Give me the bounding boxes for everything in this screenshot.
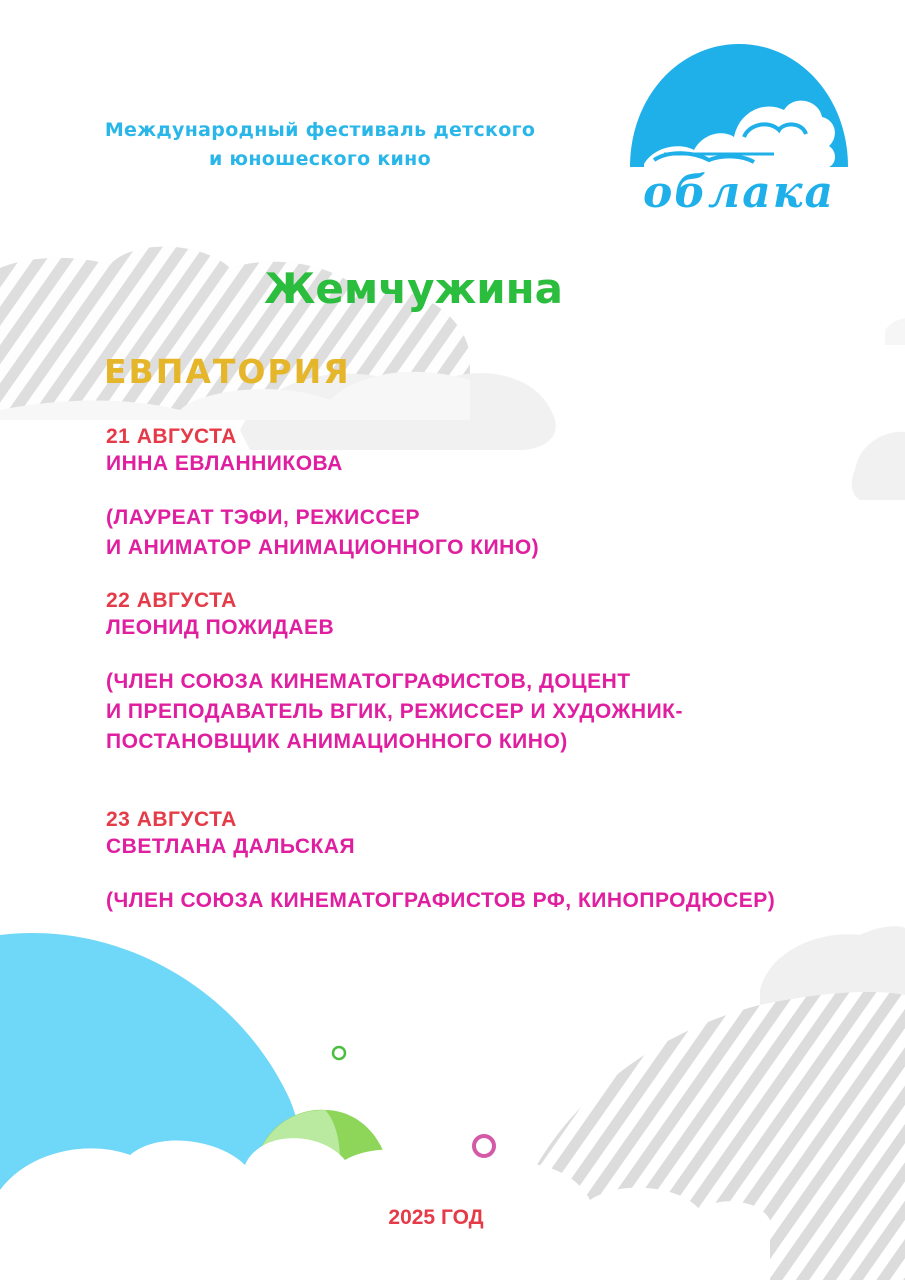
event-description	[106, 886, 775, 916]
event-description-line: (ЧЛЕН СОЮЗА КИНЕМАТОГРАФИСТОВ, ДОЦЕНТ	[106, 670, 631, 693]
event-person: ЛЕОНИД ПОЖИДАЕВ	[106, 616, 335, 639]
festival-name-line2: и юношеского кино	[209, 148, 431, 170]
event-description-line: И АНИМАТОР АНИМАЦИОННОГО КИНО)	[106, 536, 540, 559]
event-person: СВЕТЛАНА ДАЛЬСКАЯ	[106, 835, 356, 858]
event-date: 22 АВГУСТА	[106, 589, 237, 612]
footer-year: 2025 ГОД	[388, 1206, 484, 1229]
event-2	[106, 587, 683, 757]
event-description-line: ПОСТАНОВЩИК АНИМАЦИОННОГО КИНО)	[106, 730, 568, 753]
event-description	[106, 667, 683, 757]
event-description-line: (ЛАУРЕАТ ТЭФИ, РЕЖИССЕР	[106, 506, 421, 529]
small-ring-magenta	[474, 1136, 494, 1156]
event-person: ИННА ЕВЛАННИКОВА	[106, 452, 343, 475]
venue-title: Жемчужина	[264, 264, 564, 313]
event-description	[106, 503, 539, 563]
event-date: 21 АВГУСТА	[106, 425, 237, 448]
cloud-right-small	[852, 432, 905, 500]
logo-text: облака	[642, 167, 836, 214]
city-title: ЕВПАТОРИЯ	[104, 352, 351, 391]
festival-name-line1: Международный фестиваль детского	[104, 119, 536, 141]
event-description-line: (ЧЛЕН СОЮЗА КИНЕМАТОГРАФИСТОВ РФ, КИНОПРОДЮСЕР)	[106, 889, 776, 912]
event-description-line: И ПРЕПОДАВАТЕЛЬ ВГИК, РЕЖИССЕР И ХУДОЖНИК-	[106, 700, 683, 723]
oblaka-logo	[624, 42, 856, 214]
festival-name	[60, 116, 580, 174]
event-date: 23 АВГУСТА	[106, 808, 237, 831]
event-3	[106, 806, 775, 916]
event-1	[106, 423, 539, 563]
small-ring-green	[333, 1047, 345, 1059]
